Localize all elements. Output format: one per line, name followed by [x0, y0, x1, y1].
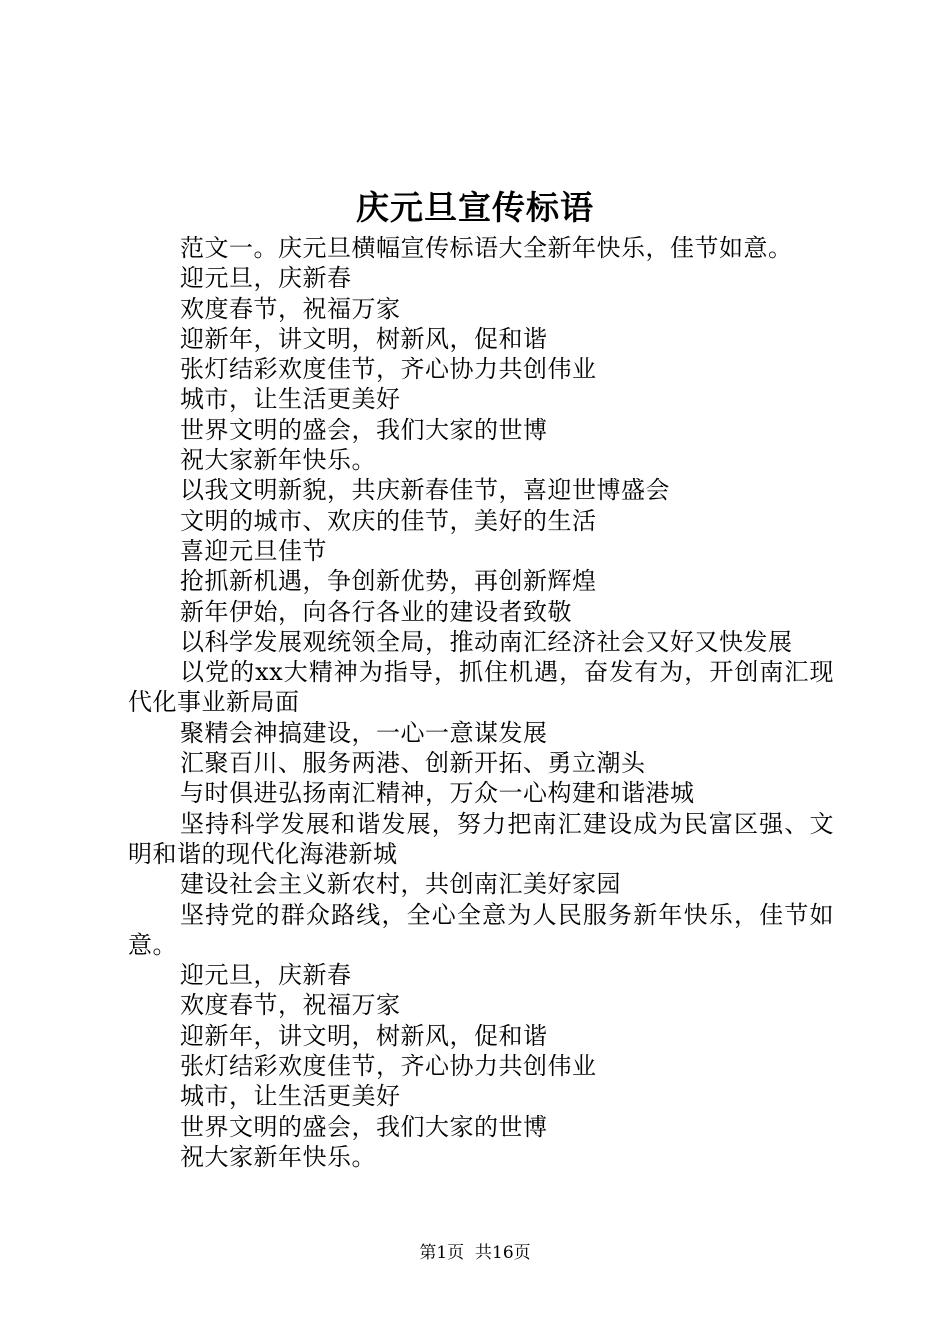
- page-total: 共16页: [475, 1243, 531, 1263]
- paragraph: 文明的城市、欢庆的佳节，美好的生活: [180, 506, 597, 535]
- paragraph: 与时俱进弘扬南汇精神，万众一心构建和谐港城: [180, 779, 695, 808]
- paragraph: 迎元旦，庆新春: [180, 961, 352, 990]
- paragraph: 坚持科学发展和谐发展，努力把南汇建设成为民富区强、文明和谐的现代化海港新城: [128, 809, 834, 868]
- page-number: 第1页: [419, 1243, 465, 1263]
- paragraph: 新年伊始，向各行各业的建设者致敬: [180, 597, 572, 626]
- paragraph: 喜迎元旦佳节: [180, 536, 327, 565]
- paragraph: 建设社会主义新农村，共创南汇美好家园: [180, 870, 621, 899]
- paragraph: 欢度春节，祝福万家: [180, 991, 401, 1020]
- paragraph: 城市，让生活更美好: [180, 1082, 401, 1111]
- paragraph: 张灯结彩欢度佳节，齐心协力共创伟业: [180, 1052, 597, 1081]
- paragraph: 欢度春节，祝福万家: [180, 294, 401, 323]
- paragraph: 世界文明的盛会，我们大家的世博: [180, 415, 548, 444]
- paragraph: 汇聚百川、服务两港、创新开拓、勇立潮头: [180, 749, 646, 778]
- paragraph: 范文一。庆元旦横幅宣传标语大全新年快乐，佳节如意。: [180, 234, 793, 262]
- paragraph: 世界文明的盛会，我们大家的世博: [180, 1112, 548, 1141]
- paragraph: 抢抓新机遇，争创新优势，再创新辉煌: [180, 567, 597, 596]
- paragraph: 祝大家新年快乐。: [180, 446, 376, 475]
- paragraph: 迎新年，讲文明，树新风，促和谐: [180, 1021, 548, 1050]
- paragraph: 迎元旦，庆新春: [180, 264, 352, 293]
- paragraph: 以党的xx大精神为指导，抓住机遇，奋发有为，开创南汇现代化事业新局面: [128, 658, 834, 717]
- paragraph: 祝大家新年快乐。: [180, 1142, 376, 1171]
- document-title: 庆元旦宣传标语: [356, 188, 594, 227]
- paragraph: 城市，让生活更美好: [180, 385, 401, 414]
- page-footer: [0, 1241, 950, 1265]
- paragraph: 张灯结彩欢度佳节，齐心协力共创伟业: [180, 355, 597, 384]
- document-body: [128, 233, 834, 1172]
- paragraph: 坚持党的群众路线，全心全意为人民服务新年快乐，佳节如意。: [128, 900, 834, 959]
- paragraph: 聚精会神搞建设，一心一意谋发展: [180, 718, 548, 747]
- paragraph: 迎新年，讲文明，树新风，促和谐: [180, 324, 548, 353]
- paragraph: 以我文明新貌，共庆新春佳节，喜迎世博盛会: [180, 476, 670, 505]
- paragraph: 以科学发展观统领全局，推动南汇经济社会又好又快发展: [180, 627, 793, 656]
